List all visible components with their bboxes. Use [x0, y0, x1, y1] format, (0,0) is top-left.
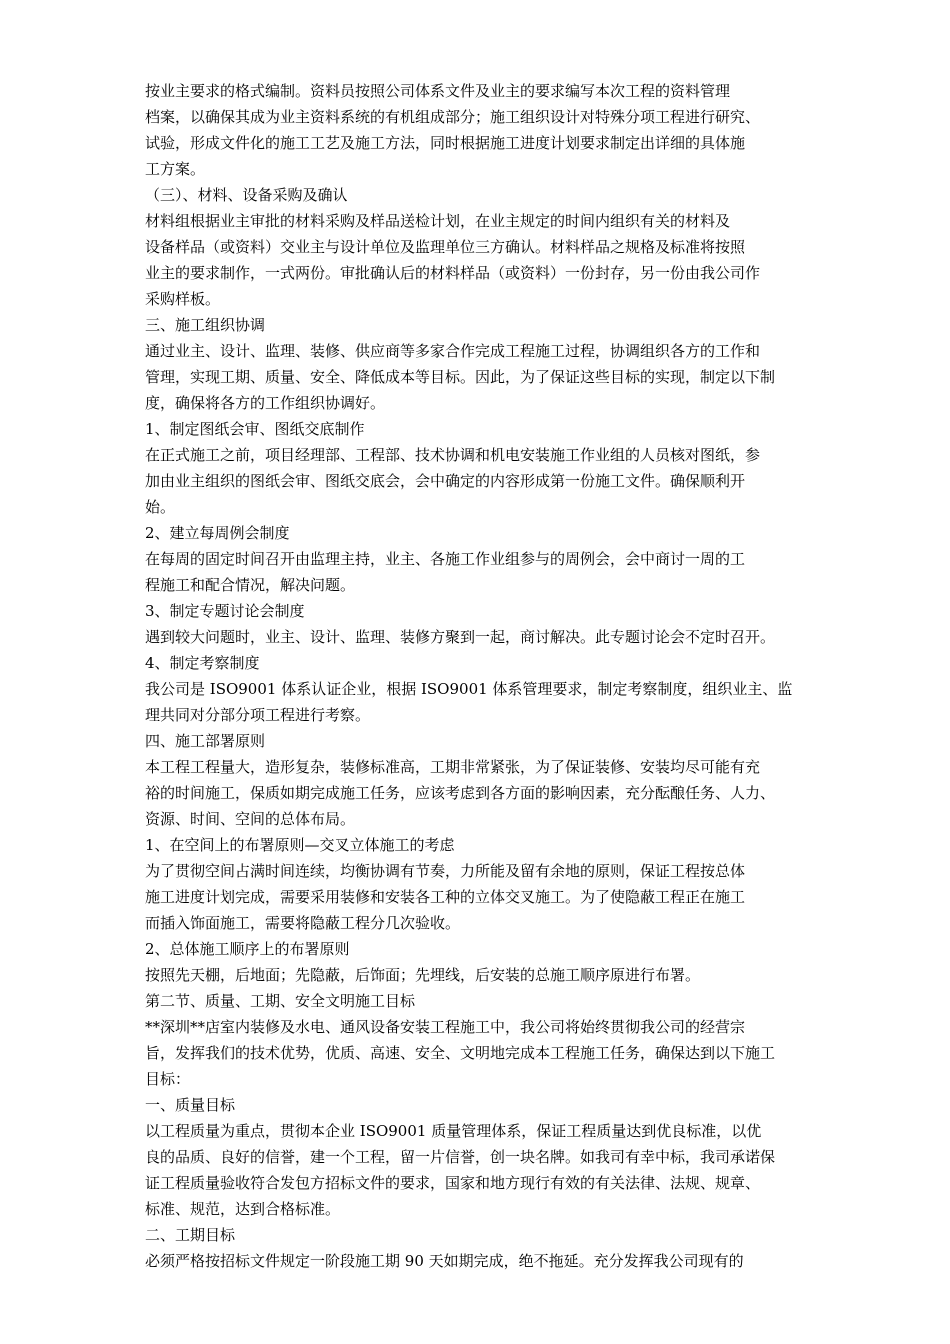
- text-line: 采购样板。: [145, 290, 221, 308]
- text-line: 试验，形成文件化的施工工艺及施工方法，同时根据施工进度计划要求制定出详细的具体施: [145, 134, 746, 152]
- text-line: 良的品质、良好的信誉，建一个工程，留一片信誉，创一块名牌。如我司有幸中标，我司承诺保: [145, 1148, 776, 1166]
- text-line: 加由业主组织的图纸会审、图纸交底会，会中确定的内容形成第一份施工文件。确保顺利开: [145, 472, 746, 490]
- subsection-heading: 1、在空间上的布署原则—交叉立体施工的考虑: [145, 836, 455, 854]
- text-line: 施工进度计划完成，需要采用装修和安装各工种的立体交叉施工。为了使隐蔽工程正在施工: [145, 888, 746, 906]
- text-line: 为了贯彻空间占满时间连续，均衡协调有节奏，力所能及留有余地的原则，保证工程按总体: [145, 862, 746, 880]
- text-line: 材料组根据业主审批的材料采购及样品送检计划，在业主规定的时间内组织有关的材料及: [145, 212, 731, 230]
- text-line: 通过业主、设计、监理、装修、供应商等多家合作完成工程施工过程，协调组织各方的工作和: [145, 342, 761, 360]
- text-line: **深圳**店室内装修及水电、通风设备安装工程施工中，我公司将始终贯彻我公司的经营宗: [145, 1018, 746, 1036]
- text-line: 以工程质量为重点，贯彻本企业 ISO9001 质量管理体系，保证工程质量达到优良标准，以优: [145, 1122, 762, 1140]
- text-line: 证工程质量验收符合发包方招标文件的要求，国家和地方现行有效的有关法律、法规、规章、: [145, 1174, 761, 1192]
- section-heading: 一、质量目标: [145, 1096, 236, 1114]
- text-line: 标准、规范，达到合格标准。: [145, 1200, 341, 1218]
- subsection-heading: 1、制定图纸会审、图纸交底制作: [145, 420, 365, 438]
- text-line: 业主的要求制作，一式两份。审批确认后的材料样品（或资料）一份封存，另一份由我公司作: [145, 264, 761, 282]
- text-line: 在正式施工之前，项目经理部、工程部、技术协调和机电安装施工作业组的人员核对图纸，参: [145, 446, 761, 464]
- section-heading: （三）、材料、设备采购及确认: [145, 186, 348, 204]
- text-line: 按业主要求的格式编制。资料员按照公司体系文件及业主的要求编写本次工程的资料管理: [145, 82, 731, 100]
- text-line: 设备样品（或资料）交业主与设计单位及监理单位三方确认。材料样品之规格及标准将按照: [145, 238, 746, 256]
- text-line: 我公司是 ISO9001 体系认证企业，根据 ISO9001 体系管理要求，制定考察制度，组织业主、监: [145, 680, 793, 698]
- text-line: 旨，发挥我们的技术优势，优质、高速、安全、文明地完成本工程施工任务，确保达到以下施工: [145, 1044, 776, 1062]
- section-heading: 二、工期目标: [145, 1226, 236, 1244]
- document-body: [145, 78, 813, 1274]
- text-line: 程施工和配合情况，解决问题。: [145, 576, 356, 594]
- text-line: 目标：: [145, 1070, 191, 1088]
- subsection-heading: 2、总体施工顺序上的布署原则: [145, 940, 350, 958]
- text-line: 而插入饰面施工，需要将隐蔽工程分几次验收。: [145, 914, 461, 932]
- text-line: 工方案。: [145, 160, 206, 178]
- text-line: 遇到较大问题时，业主、设计、监理、装修方聚到一起，商讨解决。此专题讨论会不定时召开。: [145, 628, 776, 646]
- subsection-heading: 4、制定考察制度: [145, 654, 260, 672]
- text-line: 档案，以确保其成为业主资料系统的有机组成部分；施工组织设计对特殊分项工程进行研究、: [145, 108, 761, 126]
- subsection-heading: 2、建立每周例会制度: [145, 524, 290, 542]
- text-line: 资源、时间、空间的总体布局。: [145, 810, 356, 828]
- text-line: 本工程工程量大，造形复杂，装修标准高，工期非常紧张，为了保证装修、安装均尽可能有充: [145, 758, 761, 776]
- text-line: 度，确保将各方的工作组织协调好。: [145, 394, 386, 412]
- section-heading: 三、施工组织协调: [145, 316, 266, 334]
- text-line: 始。: [145, 498, 176, 516]
- text-line: 裕的时间施工，保质如期完成施工任务，应该考虑到各方面的影响因素，充分酝酿任务、人力、: [145, 784, 776, 802]
- subsection-heading: 3、制定专题讨论会制度: [145, 602, 305, 620]
- text-line: 理共同对分部分项工程进行考察。: [145, 706, 371, 724]
- section-heading: 四、施工部署原则: [145, 732, 266, 750]
- text-line: 按照先天棚，后地面；先隐蔽，后饰面；先埋线，后安装的总施工顺序原进行布署。: [145, 966, 701, 984]
- text-line: 在每周的固定时间召开由监理主持，业主、各施工作业组参与的周例会，会中商讨一周的工: [145, 550, 746, 568]
- text-line: 必须严格按招标文件规定一阶段施工期 90 天如期完成，绝不拖延。充分发挥我公司现有的: [145, 1252, 744, 1270]
- text-line: 管理，实现工期、质量、安全、降低成本等目标。因此，为了保证这些目标的实现，制定以下制: [145, 368, 776, 386]
- chapter-heading: 第二节、质量、工期、安全文明施工目标: [145, 992, 416, 1010]
